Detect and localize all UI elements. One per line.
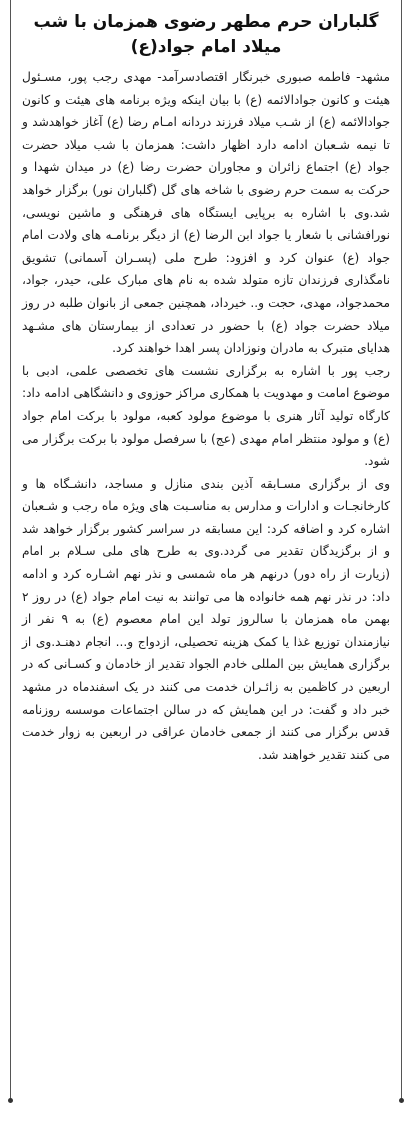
article-paragraph: مشهد- فاطمه صبوری خبرنگار اقتصادسرآمد- مهدی رجب پور، مسـئول هیئت و کانون جوادالائمه (ع) با بیان اینکه ویژه برنامه های هیئت و کانون جوادالائمه (ع) از شـب میلاد فرزند دردانه امـام رضا (ع) آغاز خواهدشد و تا نیمه شـعبان ادامه دارد اظهار داشت: همزمان با شب میلاد حضرت جواد (ع) اجتماع زائران و مجاوران حضرت رضا (ع) در میدان شهدا و حرکت به سمت حرم رضوی با شاخه های گل (گلباران نور) برگزار خواهد شد.وی با اشاره به برپایی ایستگاه های فرهنگی و ماشین نویسی، نورافشانی با شعار یا جواد ابن الرضا (ع) از دیگر برنامـه های ولادت امام جواد (ع) عنوان کرد و افزود: طرح ملی (پسـران آسمانی) تشویق نامگذاری فرزندان تازه متولد شده به نام های مبارک علی، حیدر، جواد، محمدجواد، مهدی، حجت و.. خیرداد، همچنین جمعی از بانوان طلبه در روز میلاد حضرت جواد (ع) با حضور در تعدادی از بیمارستان های مشـهد هدایای متبرک به مادران ونوزادان پسر اهدا خواهند کرد.	[22, 70, 390, 356]
rule-end-dot-right	[399, 1098, 404, 1103]
article-paragraph: وی از برگزاری مسـابقه آذین بندی منازل و مساجد، دانشـگاه ها و کارخانجـات و ادارات و مدارس به مناسـبت های ویژه ماه رجب و شـعبان اشاره کرد و اضافه کرد: این مسابقه در سراسر کشور برگزار خواهد شد و از برگزیدگان تقدیر می گردد.وی به طرح های ملی سـلام بر امام (زیارت از راه دور) درنهم هر ماه شمسی و نذر نهم اشـاره کرد و ادامه داد: در نذر نهم همه خانواده ها می توانند به نیت امام جواد (ع) در روز ۲ بهمن ماه همزمان با سالروز تولد این امام معصوم (ع) به ۹ نفر از نیازمندان توزیع غذا یا کمک هزینه تحصیلی، ازدواج و... انجام دهنـد.وی از برگزاری همایش بین المللی خادم الجواد تقدیر از خادمان و کسـانی که در اربعین در کاظمین به زائـران خدمت می کنند در یک اسفندماه در مشهد خبر داد و گفت: در این همایش که در سالن اجتماعات موسسه روزنامه قدس برگزار می کنند از جمعی خادمان عراقی در اربعین به زوار خدمت می کنند تقدیر خواهند شد.	[22, 476, 390, 762]
column-rule-left	[10, 0, 11, 1100]
headline-line-1: گلباران حرم مطهر رضوی همزمان با شب	[33, 12, 379, 32]
rule-end-dot-left	[8, 1098, 13, 1103]
column-rule-right	[401, 0, 402, 1100]
news-article	[22, 10, 390, 766]
headline-line-2: میلاد امام جواد(ع)	[130, 37, 282, 57]
article-body	[22, 66, 390, 766]
article-paragraph: رجب پور با اشاره به برگزاری نشست های تخصصی علمی، ادبی با موضوع امامت و مهدویت با همکاری مراکز حوزوی و دانشگاهی ادامه داد: کارگاه تولید آثار هنری با موضوع مولود کعبه، مولود با برکت امام جواد (ع) و مولود منتظر امام مهدی (عج) با سرفصل مولود با برکت برگزار می شود.	[22, 363, 390, 469]
article-headline	[22, 10, 390, 60]
